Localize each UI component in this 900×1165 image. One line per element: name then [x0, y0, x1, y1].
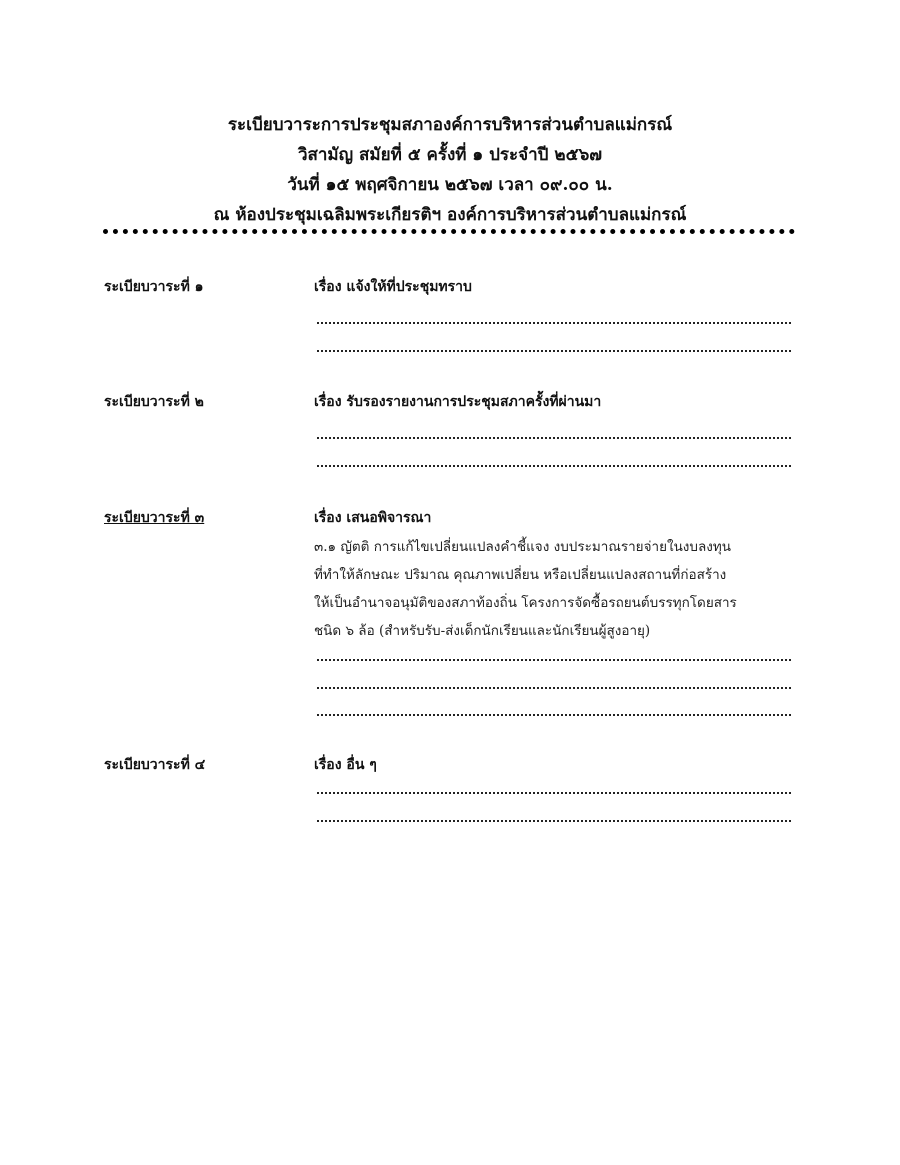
blank-line — [317, 714, 791, 716]
blank-line — [317, 437, 791, 439]
blank-line — [317, 659, 791, 661]
detail-line: ที่ทำให้ลักษณะ ปริมาณ คุณภาพเปลี่ยน หรือเปลี่ยนแปลงสถานที่ก่อสร้าง — [314, 567, 727, 583]
blank-line — [317, 687, 791, 689]
detail-line: ๓.๑ ญัตติ การแก้ไขเปลี่ยนแปลงคำชี้แจง งบประมาณรายจ่ายในงบลงทุน — [314, 539, 731, 555]
header-session: วิสามัญ สมัยที่ ๕ ครั้งที่ ๑ ประจำปี ๒๕๖๗ — [297, 145, 603, 165]
blank-line — [317, 465, 791, 467]
agenda-subject: เรื่อง รับรองรายงานการประชุมสภาครั้งที่ผ่านมา — [314, 394, 602, 410]
header-divider — [103, 229, 795, 234]
detail-line: ให้เป็นอำนาจอนุมัติของสภาท้องถิ่น โครงการจัดซื้อรถยนต์บรรทุกโดยสาร — [314, 595, 737, 611]
header-venue: ณ ห้องประชุมเฉลิมพระเกียรติฯ องค์การบริหารส่วนตำบลแม่กรณ์ — [213, 205, 687, 225]
agenda-subject: เรื่อง เสนอพิจารณา — [314, 510, 432, 526]
detail-line: ชนิด ๖ ล้อ (สำหรับรับ-ส่งเด็กนักเรียนและนักเรียนผู้สูงอายุ) — [314, 623, 651, 639]
agenda-subject: เรื่อง แจ้งให้ที่ประชุมทราบ — [314, 279, 472, 295]
document-header — [100, 110, 800, 230]
agenda-label: ระเบียบวาระที่ ๓ — [104, 510, 205, 526]
blank-line — [317, 322, 791, 324]
agenda-detail-paragraph — [314, 533, 794, 645]
header-date: วันที่ ๑๕ พฤศจิกายน ๒๕๖๗ เวลา ๐๙.๐๐ น. — [287, 175, 613, 195]
agenda-subject: เรื่อง อื่น ๆ — [314, 757, 377, 773]
header-title: ระเบียบวาระการประชุมสภาองค์การบริหารส่วนตำบลแม่กรณ์ — [227, 115, 673, 135]
agenda-label: ระเบียบวาระที่ ๒ — [104, 394, 204, 410]
blank-line — [317, 350, 791, 352]
agenda-label: ระเบียบวาระที่ ๑ — [104, 279, 204, 295]
blank-line — [317, 820, 791, 822]
agenda-label: ระเบียบวาระที่ ๔ — [104, 757, 206, 773]
blank-line — [317, 792, 791, 794]
